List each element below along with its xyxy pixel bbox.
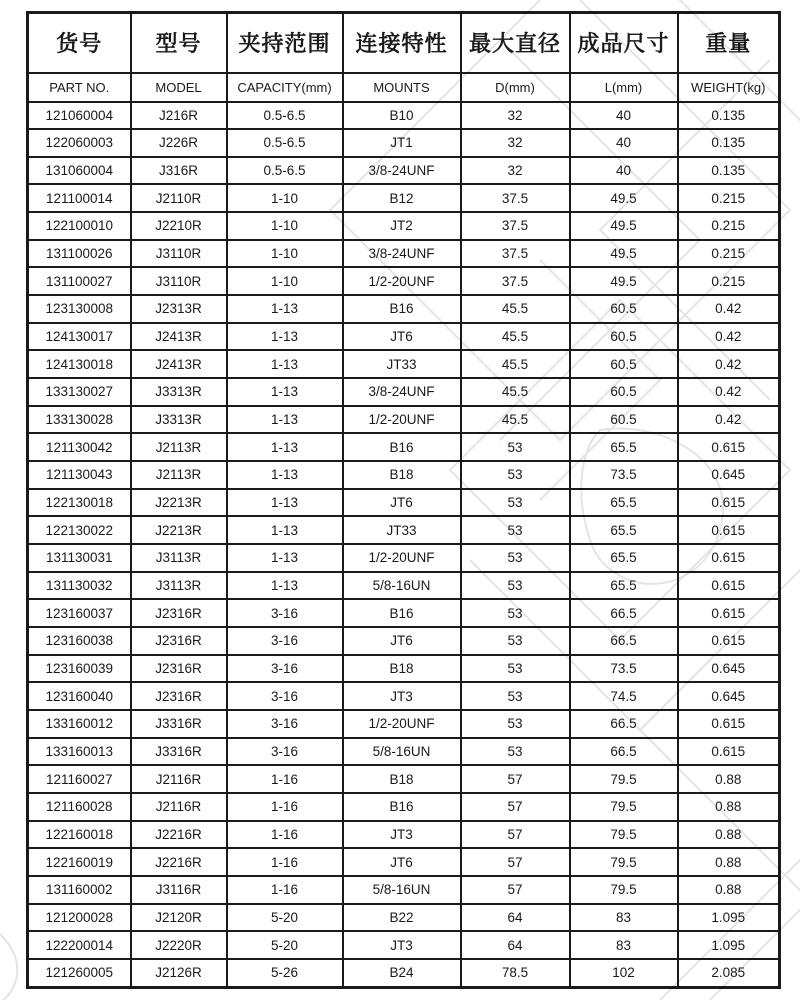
cell-l-mm: 79.5 (570, 793, 678, 821)
cell-weight-kg: 0.88 (678, 821, 780, 849)
cell-capacity: 1-13 (227, 489, 343, 517)
cell-weight-kg: 0.42 (678, 378, 780, 406)
table-row (28, 295, 780, 323)
table-row (28, 516, 780, 544)
cell-l-mm: 73.5 (570, 461, 678, 489)
cell-weight-kg: 0.615 (678, 710, 780, 738)
cell-mounts: JT33 (343, 516, 461, 544)
table-row (28, 378, 780, 406)
cell-part-no: 121260005 (28, 959, 131, 988)
cell-model: J2126R (131, 959, 227, 988)
table-row (28, 627, 780, 655)
cell-d-mm: 53 (461, 655, 570, 683)
cell-part-no: 121160028 (28, 793, 131, 821)
cell-model: J2216R (131, 821, 227, 849)
cell-model: J2213R (131, 489, 227, 517)
cell-mounts: 5/8-16UN (343, 572, 461, 600)
cell-part-no: 121130042 (28, 433, 131, 461)
table-row (28, 848, 780, 876)
table-row (28, 655, 780, 683)
cell-l-mm: 73.5 (570, 655, 678, 683)
col-header-d-en: D(mm) (461, 73, 570, 102)
cell-l-mm: 60.5 (570, 295, 678, 323)
cell-mounts: 5/8-16UN (343, 876, 461, 904)
spec-table (26, 11, 781, 989)
cell-capacity: 3-16 (227, 710, 343, 738)
cell-weight-kg: 1.095 (678, 904, 780, 932)
cell-d-mm: 45.5 (461, 350, 570, 378)
cell-capacity: 1-16 (227, 793, 343, 821)
cell-l-mm: 40 (570, 129, 678, 157)
table-row (28, 959, 780, 988)
cell-part-no: 121060004 (28, 102, 131, 130)
cell-model: J2113R (131, 461, 227, 489)
cell-part-no: 122130022 (28, 516, 131, 544)
cell-mounts: 1/2-20UNF (343, 710, 461, 738)
cell-model: J3316R (131, 710, 227, 738)
cell-model: J3110R (131, 267, 227, 295)
cell-d-mm: 37.5 (461, 212, 570, 240)
cell-l-mm: 40 (570, 157, 678, 185)
cell-mounts: JT6 (343, 323, 461, 351)
cell-part-no: 121160027 (28, 765, 131, 793)
cell-mounts: B16 (343, 793, 461, 821)
cell-l-mm: 79.5 (570, 876, 678, 904)
cell-model: J2316R (131, 627, 227, 655)
cell-part-no: 124130017 (28, 323, 131, 351)
cell-part-no: 122200014 (28, 931, 131, 959)
cell-model: J3116R (131, 876, 227, 904)
cell-part-no: 133130028 (28, 406, 131, 434)
cell-mounts: JT33 (343, 350, 461, 378)
cell-capacity: 3-16 (227, 655, 343, 683)
cell-model: J3113R (131, 572, 227, 600)
cell-weight-kg: 0.615 (678, 599, 780, 627)
cell-weight-kg: 1.095 (678, 931, 780, 959)
cell-weight-kg: 0.88 (678, 765, 780, 793)
cell-capacity: 1-13 (227, 461, 343, 489)
cell-weight-kg: 0.88 (678, 876, 780, 904)
cell-model: J2110R (131, 184, 227, 212)
cell-part-no: 133130027 (28, 378, 131, 406)
cell-mounts: JT1 (343, 129, 461, 157)
cell-mounts: B16 (343, 295, 461, 323)
cell-l-mm: 65.5 (570, 489, 678, 517)
cell-part-no: 123160037 (28, 599, 131, 627)
cell-mounts: 5/8-16UN (343, 738, 461, 766)
cell-weight-kg: 0.42 (678, 406, 780, 434)
cell-capacity: 1-16 (227, 821, 343, 849)
cell-mounts: B24 (343, 959, 461, 988)
table-row (28, 544, 780, 572)
cell-mounts: B18 (343, 461, 461, 489)
col-header-weight-cn: 重量 (678, 13, 780, 73)
cell-capacity: 5-26 (227, 959, 343, 988)
cell-model: J216R (131, 102, 227, 130)
cell-d-mm: 37.5 (461, 240, 570, 268)
cell-l-mm: 65.5 (570, 572, 678, 600)
cell-model: J2216R (131, 848, 227, 876)
cell-weight-kg: 0.135 (678, 102, 780, 130)
cell-d-mm: 57 (461, 876, 570, 904)
cell-mounts: 3/8-24UNF (343, 378, 461, 406)
cell-part-no: 121130043 (28, 461, 131, 489)
table-row (28, 876, 780, 904)
cell-d-mm: 57 (461, 765, 570, 793)
cell-part-no: 121200028 (28, 904, 131, 932)
cell-capacity: 3-16 (227, 627, 343, 655)
cell-model: J2116R (131, 793, 227, 821)
cell-capacity: 1-16 (227, 876, 343, 904)
cell-mounts: JT2 (343, 212, 461, 240)
cell-d-mm: 53 (461, 682, 570, 710)
cell-weight-kg: 0.135 (678, 157, 780, 185)
cell-part-no: 122060003 (28, 129, 131, 157)
cell-model: J2116R (131, 765, 227, 793)
cell-model: J2316R (131, 599, 227, 627)
cell-d-mm: 32 (461, 157, 570, 185)
cell-capacity: 1-13 (227, 295, 343, 323)
header-row-en (28, 73, 780, 102)
cell-model: J226R (131, 129, 227, 157)
cell-capacity: 1-10 (227, 184, 343, 212)
cell-part-no: 122160018 (28, 821, 131, 849)
table-row (28, 350, 780, 378)
cell-model: J3313R (131, 378, 227, 406)
cell-d-mm: 57 (461, 821, 570, 849)
table-row (28, 793, 780, 821)
cell-d-mm: 53 (461, 489, 570, 517)
cell-weight-kg: 0.645 (678, 682, 780, 710)
cell-part-no: 131130032 (28, 572, 131, 600)
cell-weight-kg: 0.42 (678, 295, 780, 323)
cell-mounts: 3/8-24UNF (343, 157, 461, 185)
cell-mounts: B16 (343, 599, 461, 627)
cell-d-mm: 45.5 (461, 406, 570, 434)
cell-weight-kg: 0.88 (678, 793, 780, 821)
cell-l-mm: 83 (570, 904, 678, 932)
cell-weight-kg: 0.645 (678, 655, 780, 683)
cell-part-no: 122130018 (28, 489, 131, 517)
cell-part-no: 133160013 (28, 738, 131, 766)
cell-capacity: 3-16 (227, 682, 343, 710)
col-header-l-en: L(mm) (570, 73, 678, 102)
cell-model: J3316R (131, 738, 227, 766)
table-row (28, 738, 780, 766)
cell-l-mm: 83 (570, 931, 678, 959)
cell-weight-kg: 0.645 (678, 461, 780, 489)
cell-part-no: 124130018 (28, 350, 131, 378)
cell-l-mm: 60.5 (570, 406, 678, 434)
cell-capacity: 1-13 (227, 516, 343, 544)
cell-l-mm: 66.5 (570, 738, 678, 766)
cell-l-mm: 79.5 (570, 848, 678, 876)
table-row (28, 267, 780, 295)
cell-l-mm: 49.5 (570, 240, 678, 268)
cell-model: J2120R (131, 904, 227, 932)
cell-model: J3110R (131, 240, 227, 268)
cell-l-mm: 102 (570, 959, 678, 988)
cell-d-mm: 78.5 (461, 959, 570, 988)
cell-l-mm: 79.5 (570, 765, 678, 793)
table-row (28, 102, 780, 130)
col-header-model-cn: 型号 (131, 13, 227, 73)
col-header-d-cn: 最大直径 (461, 13, 570, 73)
cell-model: J2316R (131, 655, 227, 683)
cell-l-mm: 66.5 (570, 627, 678, 655)
table-row (28, 129, 780, 157)
cell-part-no: 122100010 (28, 212, 131, 240)
cell-model: J3113R (131, 544, 227, 572)
table-row (28, 406, 780, 434)
cell-part-no: 131100026 (28, 240, 131, 268)
cell-mounts: JT3 (343, 931, 461, 959)
cell-weight-kg: 0.42 (678, 350, 780, 378)
cell-weight-kg: 0.615 (678, 433, 780, 461)
cell-model: J2113R (131, 433, 227, 461)
cell-model: J316R (131, 157, 227, 185)
table-row (28, 323, 780, 351)
cell-part-no: 123130008 (28, 295, 131, 323)
col-header-weight-en: WEIGHT(kg) (678, 73, 780, 102)
cell-d-mm: 64 (461, 931, 570, 959)
cell-d-mm: 64 (461, 904, 570, 932)
cell-mounts: JT6 (343, 627, 461, 655)
col-header-part-no-cn: 货号 (28, 13, 131, 73)
cell-part-no: 123160039 (28, 655, 131, 683)
cell-mounts: 1/2-20UNF (343, 406, 461, 434)
table-row (28, 682, 780, 710)
cell-capacity: 1-13 (227, 406, 343, 434)
cell-d-mm: 53 (461, 572, 570, 600)
cell-weight-kg: 0.42 (678, 323, 780, 351)
table-row (28, 765, 780, 793)
cell-d-mm: 53 (461, 461, 570, 489)
col-header-model-en: MODEL (131, 73, 227, 102)
cell-model: J2313R (131, 295, 227, 323)
header-row-cn (28, 13, 780, 73)
table-row (28, 931, 780, 959)
cell-capacity: 1-13 (227, 572, 343, 600)
cell-d-mm: 53 (461, 599, 570, 627)
cell-mounts: B18 (343, 655, 461, 683)
cell-d-mm: 32 (461, 102, 570, 130)
cell-weight-kg: 0.615 (678, 627, 780, 655)
cell-capacity: 1-13 (227, 433, 343, 461)
col-header-mounts-en: MOUNTS (343, 73, 461, 102)
cell-part-no: 131100027 (28, 267, 131, 295)
cell-d-mm: 45.5 (461, 295, 570, 323)
table-row (28, 433, 780, 461)
cell-part-no: 123160038 (28, 627, 131, 655)
cell-model: J2210R (131, 212, 227, 240)
cell-d-mm: 57 (461, 793, 570, 821)
cell-l-mm: 65.5 (570, 544, 678, 572)
cell-capacity: 1-13 (227, 544, 343, 572)
table-row (28, 599, 780, 627)
cell-l-mm: 66.5 (570, 599, 678, 627)
cell-mounts: B22 (343, 904, 461, 932)
cell-capacity: 0.5-6.5 (227, 102, 343, 130)
cell-mounts: B18 (343, 765, 461, 793)
cell-weight-kg: 0.615 (678, 516, 780, 544)
cell-d-mm: 53 (461, 627, 570, 655)
cell-d-mm: 57 (461, 848, 570, 876)
cell-part-no: 123160040 (28, 682, 131, 710)
cell-weight-kg: 2.085 (678, 959, 780, 988)
cell-part-no: 122160019 (28, 848, 131, 876)
cell-l-mm: 40 (570, 102, 678, 130)
cell-d-mm: 45.5 (461, 323, 570, 351)
cell-capacity: 3-16 (227, 738, 343, 766)
cell-l-mm: 49.5 (570, 212, 678, 240)
cell-capacity: 0.5-6.5 (227, 129, 343, 157)
cell-l-mm: 49.5 (570, 267, 678, 295)
cell-weight-kg: 0.615 (678, 738, 780, 766)
cell-mounts: JT3 (343, 821, 461, 849)
table-row (28, 489, 780, 517)
cell-capacity: 1-16 (227, 848, 343, 876)
cell-mounts: B10 (343, 102, 461, 130)
cell-d-mm: 53 (461, 516, 570, 544)
cell-mounts: B12 (343, 184, 461, 212)
cell-d-mm: 37.5 (461, 184, 570, 212)
cell-l-mm: 66.5 (570, 710, 678, 738)
cell-capacity: 5-20 (227, 931, 343, 959)
col-header-capacity-en: CAPACITY(mm) (227, 73, 343, 102)
cell-weight-kg: 0.215 (678, 184, 780, 212)
cell-part-no: 131160002 (28, 876, 131, 904)
cell-d-mm: 53 (461, 738, 570, 766)
cell-l-mm: 60.5 (570, 378, 678, 406)
cell-model: J2413R (131, 350, 227, 378)
cell-l-mm: 60.5 (570, 350, 678, 378)
cell-weight-kg: 0.135 (678, 129, 780, 157)
cell-weight-kg: 0.615 (678, 572, 780, 600)
col-header-mounts-cn: 连接特性 (343, 13, 461, 73)
cell-weight-kg: 0.215 (678, 267, 780, 295)
cell-d-mm: 45.5 (461, 378, 570, 406)
cell-mounts: B16 (343, 433, 461, 461)
cell-d-mm: 53 (461, 710, 570, 738)
cell-capacity: 1-10 (227, 212, 343, 240)
cell-part-no: 121100014 (28, 184, 131, 212)
cell-mounts: 1/2-20UNF (343, 267, 461, 295)
cell-capacity: 0.5-6.5 (227, 157, 343, 185)
cell-capacity: 1-13 (227, 378, 343, 406)
table-row (28, 821, 780, 849)
cell-model: J3313R (131, 406, 227, 434)
cell-l-mm: 60.5 (570, 323, 678, 351)
table-row (28, 572, 780, 600)
table-row (28, 212, 780, 240)
cell-l-mm: 79.5 (570, 821, 678, 849)
table-row (28, 240, 780, 268)
cell-l-mm: 65.5 (570, 433, 678, 461)
cell-l-mm: 49.5 (570, 184, 678, 212)
table-row (28, 184, 780, 212)
cell-l-mm: 65.5 (570, 516, 678, 544)
cell-part-no: 133160012 (28, 710, 131, 738)
cell-capacity: 3-16 (227, 599, 343, 627)
cell-mounts: JT6 (343, 848, 461, 876)
col-header-part-no-en: PART NO. (28, 73, 131, 102)
cell-weight-kg: 0.215 (678, 240, 780, 268)
cell-d-mm: 32 (461, 129, 570, 157)
cell-capacity: 1-13 (227, 350, 343, 378)
cell-capacity: 1-10 (227, 267, 343, 295)
cell-weight-kg: 0.88 (678, 848, 780, 876)
table-row (28, 157, 780, 185)
table-body (28, 102, 780, 988)
cell-weight-kg: 0.615 (678, 544, 780, 572)
cell-capacity: 5-20 (227, 904, 343, 932)
cell-d-mm: 53 (461, 433, 570, 461)
cell-capacity: 1-13 (227, 323, 343, 351)
cell-mounts: JT6 (343, 489, 461, 517)
col-header-l-cn: 成品尺寸 (570, 13, 678, 73)
cell-l-mm: 74.5 (570, 682, 678, 710)
cell-model: J2316R (131, 682, 227, 710)
table-row (28, 461, 780, 489)
cell-capacity: 1-10 (227, 240, 343, 268)
cell-part-no: 131130031 (28, 544, 131, 572)
cell-mounts: 3/8-24UNF (343, 240, 461, 268)
table-header (28, 13, 780, 102)
cell-part-no: 131060004 (28, 157, 131, 185)
cell-capacity: 1-16 (227, 765, 343, 793)
cell-d-mm: 37.5 (461, 267, 570, 295)
col-header-capacity-cn: 夹持范围 (227, 13, 343, 73)
cell-model: J2413R (131, 323, 227, 351)
cell-d-mm: 53 (461, 544, 570, 572)
cell-model: J2220R (131, 931, 227, 959)
cell-weight-kg: 0.615 (678, 489, 780, 517)
table-row (28, 710, 780, 738)
table-row (28, 904, 780, 932)
cell-model: J2213R (131, 516, 227, 544)
cell-mounts: JT3 (343, 682, 461, 710)
cell-weight-kg: 0.215 (678, 212, 780, 240)
cell-mounts: 1/2-20UNF (343, 544, 461, 572)
